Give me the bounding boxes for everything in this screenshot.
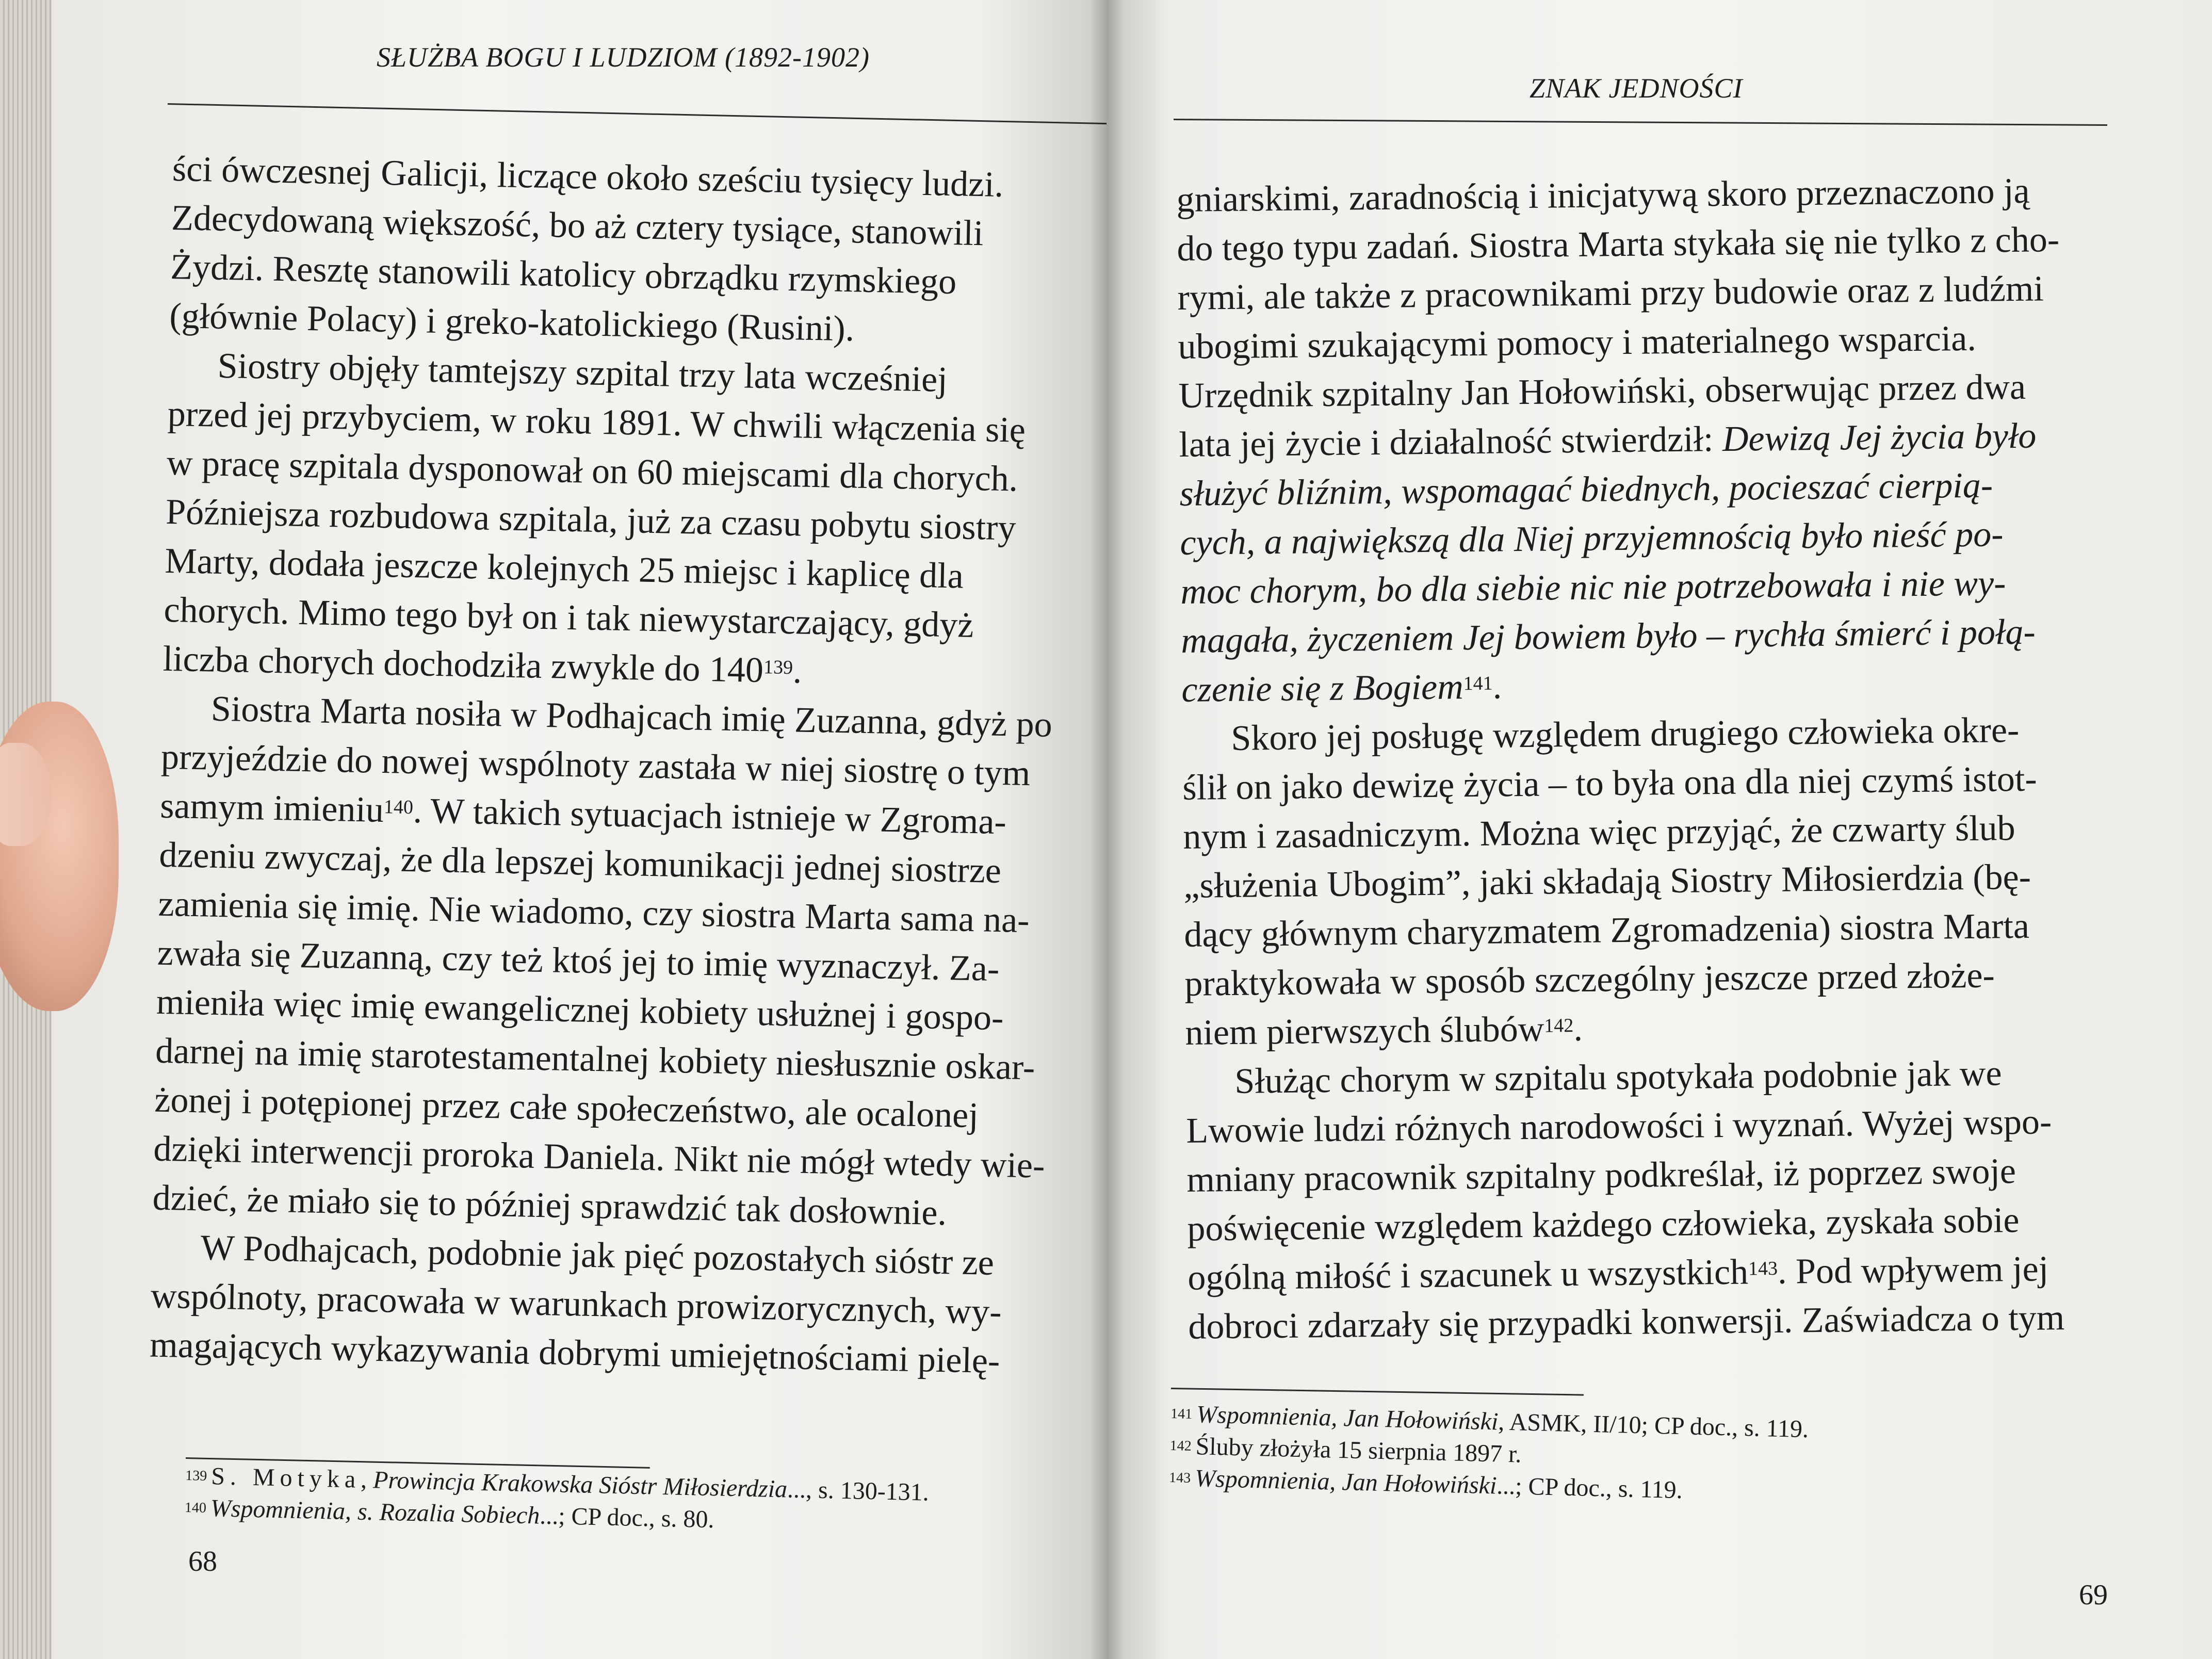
text-line: wspólnoty, pracowała w warunkach prowizorycznych, wy- bbox=[150, 1276, 1002, 1332]
running-head-rule bbox=[168, 103, 1107, 125]
footnote-139: $^{139}$ S. Motyka, Prowincja Krakowska Sióstr Miłosierdzia..., s. 130-131. bbox=[185, 1462, 930, 1506]
page-number-right: 69 bbox=[2079, 1579, 2108, 1611]
left-body-text bbox=[149, 144, 1107, 1388]
text-fragment: liczba chorych dochodziła zwykle do 140 bbox=[162, 639, 764, 691]
text-line: ści ówczesnej Galicji, liczące około sześciu tysięcy ludzi. bbox=[172, 149, 1004, 205]
text-line: Urzędnik szpitalny Jan Hołowiński, obserwując przez dwa bbox=[1178, 367, 2026, 416]
running-head-left: SŁUŻBA BOGU I LUDZIOM (1892-1902) bbox=[377, 42, 870, 73]
text-line: Siostra Marta nosiła w Podhajcach imię Zuzanna, gdyż po bbox=[210, 689, 1053, 745]
text-line: dzieć, że miało się to później sprawdzić tak dosłownie. bbox=[152, 1178, 947, 1233]
footnote-rest: ...; CP doc., s. 119. bbox=[1496, 1472, 1683, 1504]
text-line: dący głównym charyzmatem Zgromadzenia) siostra Marta bbox=[1184, 906, 2030, 955]
footnote-number: 143 bbox=[1168, 1469, 1191, 1486]
page-number-left: 68 bbox=[188, 1546, 217, 1577]
text-line: Siostry objęły tamtejszy szpital trzy lata wcześniej bbox=[217, 346, 948, 400]
text-line: ślił on jako dewizę życia – to była ona dla niej czymś istot- bbox=[1182, 759, 2037, 808]
text-line: „służenia Ubogim”, jaki składają Siostry Miłosierdzia (bę- bbox=[1183, 857, 2031, 906]
footnote-ref-139[interactable]: 139 bbox=[763, 656, 793, 679]
paragraph-2 bbox=[1182, 705, 2119, 1058]
text-line: mieniła więc imię ewangelicznej kobiety usłużnej i gospo- bbox=[156, 982, 1004, 1038]
text-line: Skoro jej posługę względem drugiego człowieka okre- bbox=[1231, 710, 2020, 758]
text-fragment: . bbox=[792, 651, 803, 691]
right-footnotes bbox=[1168, 1398, 1809, 1509]
text-line: dzięki interwencji proroka Daniela. Nikt nie mógł wtedy wie- bbox=[153, 1129, 1046, 1186]
text-line: darnej na imię starotestamentalnej kobiety niesłusznie oskar- bbox=[155, 1031, 1035, 1088]
book-gutter-shadow bbox=[1088, 0, 1125, 1659]
text-line: poświęcenie względem każdego człowieka, zyskała sobie bbox=[1186, 1200, 2020, 1249]
text-line: Zdecydowaną większość, bo aż cztery tysiące, stanowili bbox=[171, 198, 984, 254]
running-head-rule bbox=[1174, 119, 2107, 126]
text-line: (głównie Polacy) i greko-katolickiego (Rusini). bbox=[169, 296, 855, 349]
text-line: dzeniu zwyczaj, że dla lepszej komunikacji jednej siostrze bbox=[158, 835, 1002, 891]
text-fragment: . W takich sytuacjach istnieje w Zgroma- bbox=[413, 791, 1007, 842]
text-line: Późniejsza rozbudowa szpitala, już za czasu pobytu siostry bbox=[165, 492, 1017, 548]
footnote-number: 140 bbox=[184, 1499, 207, 1516]
paragraph-3 bbox=[152, 684, 1107, 1241]
footnote-number: 142 bbox=[1169, 1437, 1192, 1454]
paragraph-3 bbox=[1185, 1048, 2122, 1352]
footnote-number: 141 bbox=[1170, 1405, 1193, 1423]
text-line: mniany pracownik szpitalny podkreślał, iż poprzez swoje bbox=[1186, 1151, 2016, 1200]
paragraph-1 bbox=[1176, 166, 2116, 714]
quote-line: służyć bliźnim, wspomagać biednych, pocieszać cierpią- bbox=[1179, 465, 1993, 514]
text-line: gniarskimi, zaradnością i inicjatywą skoro przeznaczono ją bbox=[1176, 171, 2030, 220]
text-line: Marty, dodała jeszcze kolejnych 25 miejsc i kaplicę dla bbox=[164, 541, 964, 596]
quote-fragment: Dewizą Jej życia było bbox=[1722, 416, 2037, 459]
text-line: chorych. Mimo tego był on i tak niewystarczający, gdyż bbox=[163, 590, 974, 645]
right-page bbox=[1107, 0, 2212, 1659]
text-line: praktykowała w sposób szczególny jeszcze przed złoże- bbox=[1184, 955, 1995, 1004]
text-fragment: samym imieniu bbox=[159, 786, 384, 831]
text-line: nym i zasadniczym. Można więc przyjąć, że czwarty ślub bbox=[1183, 808, 2015, 857]
text-line: w pracę szpitala dysponował on 60 miejscami dla chorych. bbox=[166, 443, 1018, 499]
footnote-title: Prowincja Krakowska Sióstr Miłosierdzia bbox=[372, 1466, 788, 1503]
footnote-rule bbox=[1171, 1388, 1584, 1396]
footnote-number: 139 bbox=[185, 1467, 207, 1484]
footnote-rest: ..., s. 130-131. bbox=[787, 1475, 930, 1506]
footnote-rest: , ASMK, II/10; CP doc., s. 119. bbox=[1498, 1408, 1809, 1443]
paragraph-2 bbox=[162, 340, 1107, 702]
footnote-rest: Śluby złożyła 15 sierpnia 1897 r. bbox=[1195, 1433, 1522, 1468]
footnote-title: Wspomnienia, Jan Hołowiński bbox=[1194, 1465, 1497, 1500]
footnote-ref-142[interactable]: 142 bbox=[1544, 1015, 1574, 1037]
text-fragment: . Pod wpływem jej bbox=[1777, 1249, 2049, 1292]
left-footnotes bbox=[184, 1460, 929, 1541]
text-line: przed jej przybyciem, w roku 1891. W chwili włączenia się bbox=[167, 394, 1026, 450]
text-line: rymi, ale także z pracownikami przy budowie oraz z ludźmi bbox=[1177, 269, 2044, 318]
right-body-text bbox=[1176, 166, 2122, 1352]
text-line: zwała się Zuzanną, czy też ktoś jej to imię wyznaczył. Za- bbox=[157, 933, 1000, 989]
footnote-ref-143[interactable]: 143 bbox=[1748, 1257, 1778, 1280]
footnote-title: Wspomnienia, s. Rozalia Sobiech bbox=[210, 1494, 540, 1530]
text-line: żonej i potępionej przez całe społeczeństwo, ale ocalonej bbox=[154, 1080, 979, 1136]
text-fragment: ogólną miłość i szacunek u wszystkich bbox=[1187, 1252, 1749, 1298]
paragraph-1 bbox=[169, 144, 1107, 359]
text-line: przyjeździe do nowej wspólnoty zastała w niej siostrę o tym bbox=[160, 737, 1031, 794]
text-line: ubogimi szukającymi pomocy i materialnego wsparcia. bbox=[1178, 318, 1977, 367]
footnote-ref-141[interactable]: 141 bbox=[1463, 672, 1493, 695]
text-line: W Podhajcach, podobnie jak pięć pozostałych sióstr ze bbox=[200, 1228, 995, 1283]
text-line: do tego typu zadań. Siostra Marta stykała się nie tylko z cho- bbox=[1177, 220, 2060, 269]
text-fragment: . bbox=[1573, 1009, 1583, 1049]
text-fragment: . bbox=[1492, 666, 1502, 707]
footnote-ref-140[interactable]: 140 bbox=[383, 796, 414, 819]
quote-line: moc chorym, bo dla siebie nic nie potrzebowała i nie wy- bbox=[1180, 563, 2006, 612]
text-line: Lwowie ludzi różnych narodowości i wyznań. Wyżej wspo- bbox=[1185, 1102, 2052, 1151]
left-page bbox=[52, 0, 1107, 1659]
text-line: magających wykazywania dobrymi umiejętnościami pielę- bbox=[149, 1325, 1001, 1381]
footnote-title: Wspomnienia, Jan Hołowiński bbox=[1196, 1401, 1499, 1436]
quote-line: magała, życzeniem Jej bowiem było – rychła śmierć i połą- bbox=[1181, 612, 2036, 661]
footnote-rest: ...; CP doc., s. 80. bbox=[539, 1502, 715, 1534]
running-head-right: ZNAK JEDNOŚCI bbox=[1530, 73, 1743, 104]
paragraph-4 bbox=[149, 1223, 1106, 1388]
text-line: Żydzi. Resztę stanowili katolicy obrządku rzymskiego bbox=[170, 247, 957, 302]
quote-line: cych, a największą dla Niej przyjemnością było nieść po- bbox=[1180, 514, 2004, 563]
text-line: zamienia się imię. Nie wiadomo, czy siostra Marta sama na- bbox=[157, 884, 1030, 941]
footnote-author: S. Motyka bbox=[210, 1462, 361, 1493]
text-line: dobroci zdarzały się przypadki konwersji. Zaświadcza o tym bbox=[1188, 1298, 2065, 1347]
quote-fragment: czenie się z Bogiem bbox=[1181, 667, 1464, 710]
text-fragment: niem pierwszych ślubów bbox=[1185, 1009, 1544, 1053]
text-line: Służąc chorym w szpitalu spotykała podobnie jak we bbox=[1234, 1053, 2002, 1101]
text-fragment: lata jej życie i działalność stwierdził: bbox=[1179, 419, 1723, 465]
